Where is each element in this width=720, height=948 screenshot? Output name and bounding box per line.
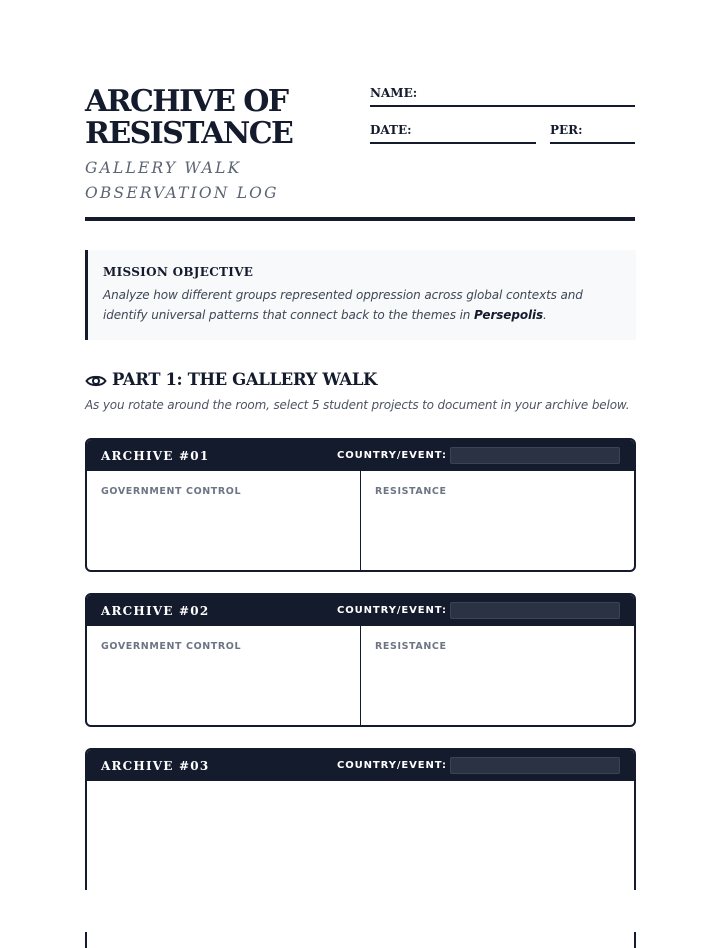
archive-number: ARCHIVE #02	[101, 604, 210, 618]
name-field[interactable]	[370, 105, 635, 107]
archive-number: ARCHIVE #03	[101, 759, 210, 773]
resistance-area[interactable]	[361, 626, 634, 725]
page-title	[85, 86, 365, 150]
country-event-input[interactable]	[450, 757, 620, 774]
mission-text-end: .	[543, 308, 547, 322]
country-event-label: COUNTRY/EVENT:	[337, 605, 447, 616]
resistance-label: RESISTANCE	[375, 486, 447, 497]
mission-text	[103, 285, 623, 325]
archive-card	[85, 593, 636, 727]
mission-objective-box	[85, 250, 636, 340]
eye-icon	[85, 373, 107, 389]
mission-text-body: Analyze how different groups represented oppression across global contexts and identify universal patterns that connect back to the themes in	[103, 288, 583, 322]
mission-book-title: Persepolis	[474, 308, 544, 322]
date-label: DATE:	[370, 123, 412, 137]
country-event-label: COUNTRY/EVENT:	[337, 450, 447, 461]
country-event-input[interactable]	[450, 447, 620, 464]
government-control-label: GOVERNMENT CONTROL	[101, 486, 242, 497]
header-divider	[85, 217, 635, 221]
title-line-2: RESISTANCE	[85, 116, 293, 151]
government-control-area[interactable]	[87, 471, 361, 570]
government-control-area[interactable]	[87, 626, 361, 725]
archive-number: ARCHIVE #01	[101, 449, 210, 463]
title-line-1: ARCHIVE OF	[85, 84, 288, 119]
period-field[interactable]	[550, 142, 635, 144]
period-label: PER:	[550, 123, 583, 137]
name-label: NAME:	[370, 86, 418, 100]
government-control-label: GOVERNMENT CONTROL	[101, 641, 242, 652]
country-event-label: COUNTRY/EVENT:	[337, 760, 447, 771]
archive-card-header	[87, 440, 634, 471]
archive-card-header	[87, 595, 634, 626]
date-field[interactable]	[370, 142, 536, 144]
archive-card-header	[87, 750, 634, 781]
archive-card	[85, 438, 636, 572]
page-bottom-margin	[0, 890, 720, 932]
mission-title: MISSION OBJECTIVE	[103, 265, 254, 279]
resistance-label: RESISTANCE	[375, 641, 447, 652]
page-subtitle: GALLERY WALK OBSERVATION LOG	[85, 159, 279, 202]
country-event-input[interactable]	[450, 602, 620, 619]
resistance-area[interactable]	[361, 471, 634, 570]
section-description: As you rotate around the room, select 5 student projects to document in your archive below.	[85, 398, 630, 412]
section-title: PART 1: THE GALLERY WALK	[112, 370, 377, 389]
